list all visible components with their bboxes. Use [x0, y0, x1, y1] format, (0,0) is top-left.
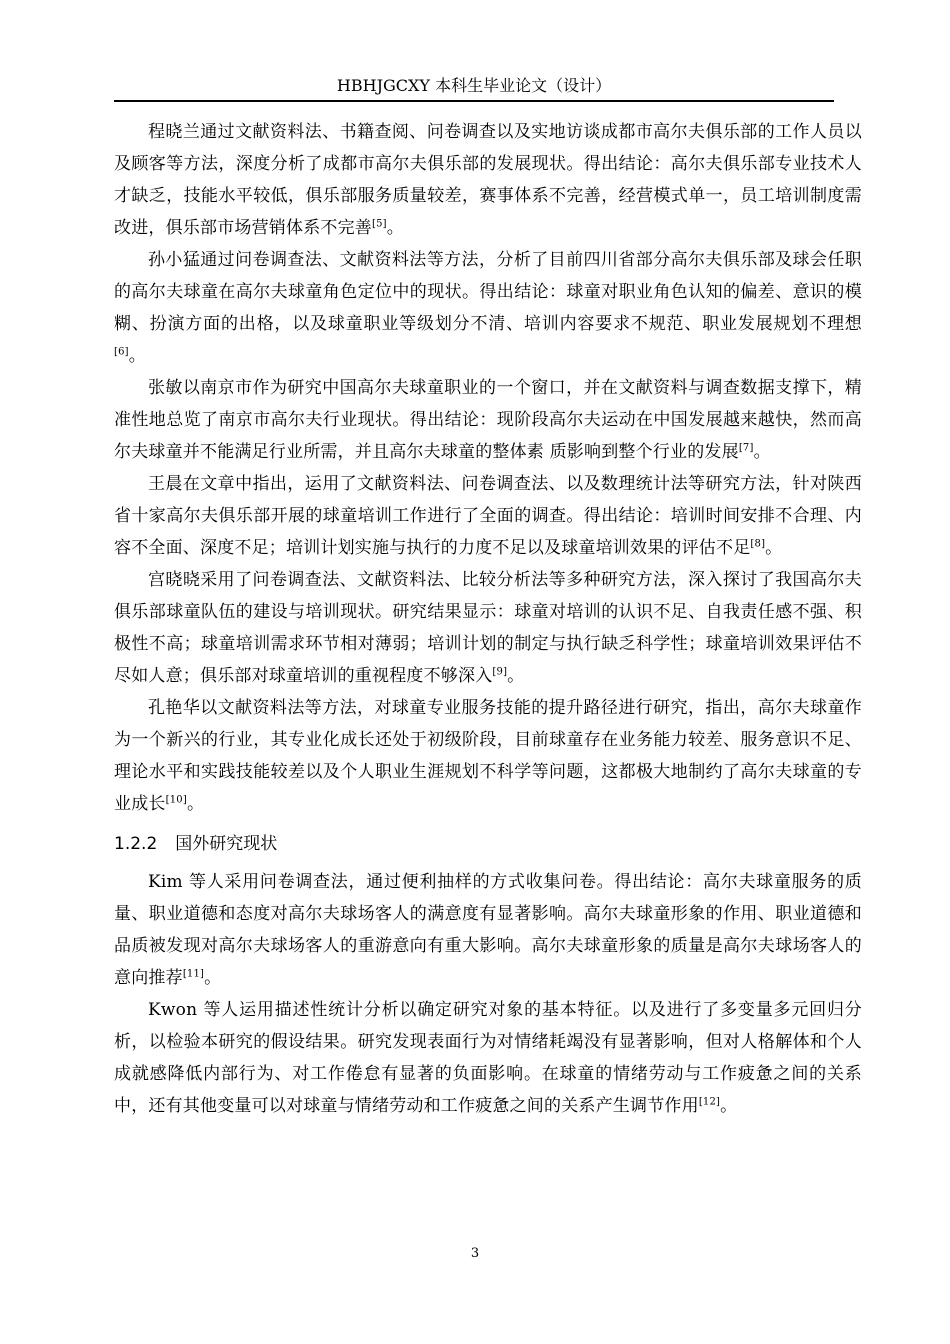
paragraph-end: 。 — [753, 442, 771, 462]
section-title: 国外研究现状 — [175, 834, 278, 854]
paragraph-text: Kwon 等人运用描述性统计分析以确定研究对象的基本特征。以及进行了多变量多元回归分析，以检验本研究的假设结果。研究发现表面行为对情绪耗竭没有显著影响，但对人格解体和个人成就感降低内部行为、对工作倦怠有显著的负面影响。在球童的情绪劳动与工作疲惫之间的关系中，还有其他变量可以对球童与情绪劳动和工作疲惫之间的关系产生调节作用 — [114, 1000, 862, 1116]
paragraph-sun-xiaomeng — [114, 244, 862, 372]
paragraph-end: 。 — [507, 666, 525, 686]
page-header-title: HBHJGCXY 本科生毕业论文（设计） — [336, 76, 612, 95]
header-divider — [114, 100, 834, 102]
paragraph-cheng-xiaolan — [114, 116, 862, 244]
citation-marker: [9] — [492, 666, 508, 678]
paragraph-text: 孔艳华以文献资料法等方法，对球童专业服务技能的提升路径进行研究，指出，高尔夫球童作为一个新兴的行业，其专业化成长还处于初级阶段，目前球童存在业务能力较差、服务意识不足、理论水平和实践技能较差以及个人职业生涯规划不科学等问题，这都极大地制约了高尔夫球童的专业成长 — [114, 698, 862, 814]
section-number: 1.2.2 — [114, 834, 158, 854]
section-heading — [114, 828, 862, 860]
paragraph-text: 张敏以南京市作为研究中国高尔夫球童职业的一个窗口，并在文献资料与调查数据支撑下，精准性地总览了南京市高尔夫行业现状。得出结论：现阶段高尔夫运动在中国发展越来越快，然而高尔夫球童并不能满足行业所需，并且高尔夫球童的整体素 质影响到整个行业的发展 — [114, 378, 862, 462]
paragraph-end: 。 — [204, 968, 222, 988]
page-number: 3 — [470, 1246, 480, 1261]
citation-marker: [6] — [114, 346, 129, 358]
paragraph-kong-yanhua — [114, 692, 862, 820]
citation-marker: [5] — [372, 218, 387, 230]
paragraph-gong-xiaoxiao — [114, 564, 862, 692]
body-text — [114, 116, 862, 1122]
paragraph-text: 宫晓晓采用了问卷调查法、文献资料法、比较分析法等多种研究方法，深入探讨了我国高尔夫俱乐部球童队伍的建设与培训现状。研究结果显示：球童对培训的认识不足、自我责任感不强、积极性不高；球童培训需求环节相对薄弱；培训计划的制定与执行缺乏科学性；球童培训效果评估不尽如人意；俱乐部对球童培训的重视程度不够深入 — [114, 570, 862, 686]
paragraph-text: Kim 等人采用问卷调查法，通过便利抽样的方式收集问卷。得出结论：高尔夫球童服务的质量、职业道德和态度对高尔夫球场客人的满意度有显著影响。高尔夫球童形象的作用、职业道德和品质被发现对高尔夫球场客人的重游意向有重大影响。高尔夫球童形象的质量是高尔夫球场客人的意向推荐 — [114, 872, 862, 988]
paragraph-kwon — [114, 994, 862, 1122]
paragraph-end: 。 — [720, 1096, 738, 1116]
paragraph-end: 。 — [765, 538, 783, 558]
paragraph-wang-chen — [114, 468, 862, 564]
paragraph-kim — [114, 866, 862, 994]
citation-marker: [11] — [182, 968, 205, 980]
citation-marker: [10] — [165, 794, 187, 806]
paragraph-text: 孙小猛通过问卷调查法、文献资料法等方法，分析了目前四川省部分高尔夫俱乐部及球会任职的高尔夫球童在高尔夫球童角色定位中的现状。得出结论：球童对职业角色认知的偏差、意识的模糊、扮演方面的出格，以及球童职业等级划分不清、培训内容要求不规范、职业发展规划不理想 — [114, 250, 862, 334]
paragraph-end: 。 — [386, 218, 404, 238]
paragraph-zhang-min — [114, 372, 862, 468]
paragraph-text: 王晨在文章中指出，运用了文献资料法、问卷调查法、以及数理统计法等研究方法，针对陕西省十家高尔夫俱乐部开展的球童培训工作进行了全面的调查。得出结论：培训时间安排不合理、内容不全面、深度不足；培训计划实施与执行的力度不足以及球童培训效果的评估不足 — [114, 474, 862, 558]
paragraph-text: 程晓兰通过文献资料法、书籍查阅、问卷调查以及实地访谈成都市高尔夫俱乐部的工作人员以及顾客等方法，深度分析了成都市高尔夫俱乐部的发展现状。得出结论：高尔夫俱乐部专业技术人才缺乏，技能水平较低，俱乐部服务质量较差，赛事体系不完善，经营模式单一，员工培训制度需改进，俱乐部市场营销体系不完善 — [114, 122, 862, 238]
citation-marker: [8] — [750, 538, 766, 550]
paragraph-end: 。 — [186, 794, 205, 814]
citation-marker: [7] — [738, 442, 754, 454]
paragraph-end: 。 — [128, 346, 146, 366]
citation-marker: [12] — [698, 1096, 721, 1108]
